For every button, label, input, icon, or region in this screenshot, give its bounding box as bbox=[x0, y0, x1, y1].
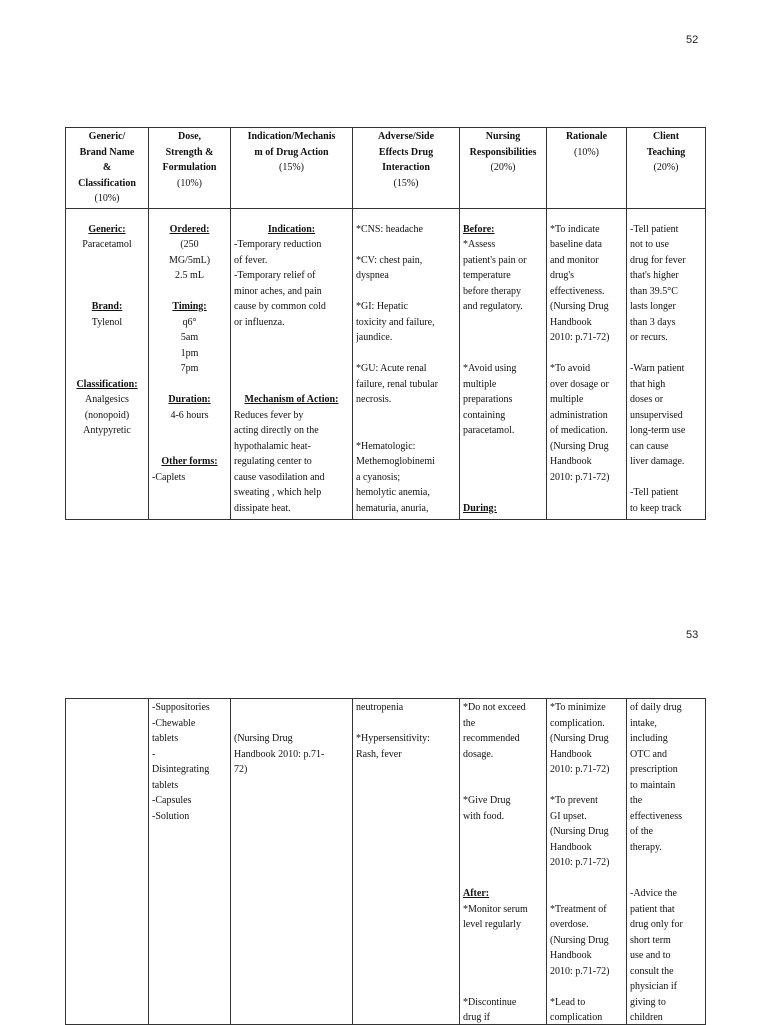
text-line: neutropenia bbox=[356, 702, 404, 713]
text-line: of fever. bbox=[234, 254, 268, 266]
text-line: Rash, fever bbox=[356, 748, 402, 760]
text-line: or influenza. bbox=[234, 316, 285, 328]
text-line: *Hypersensitivity: bbox=[356, 733, 430, 744]
text-line: *Avoid using bbox=[463, 363, 517, 374]
text-line: hypothalamic heat- bbox=[234, 440, 311, 452]
header-generic: Generic/ Brand Name & Classification (10%) bbox=[66, 128, 149, 209]
text-line: complication. bbox=[550, 717, 605, 729]
dose-forms bbox=[152, 700, 227, 824]
text-line: MG/5mL) bbox=[168, 254, 211, 266]
body-row bbox=[66, 208, 706, 519]
indication-cell bbox=[231, 208, 353, 519]
text-line: Methemoglobinemi bbox=[356, 456, 435, 467]
ordered-label: Ordered: bbox=[169, 223, 210, 235]
text-line: Nursing bbox=[485, 131, 521, 142]
text-line: over dosage or bbox=[550, 378, 609, 390]
teaching-cell-continued bbox=[627, 699, 706, 1025]
text-line: 2.5 mL bbox=[175, 270, 204, 281]
text-line: patient that bbox=[630, 903, 675, 915]
generic-cell bbox=[66, 208, 149, 519]
text-line: *GU: Acute renal bbox=[356, 363, 427, 374]
adverse-cv bbox=[356, 253, 456, 284]
text-line: Handbook bbox=[550, 316, 592, 328]
text-line: *Do not exceed bbox=[463, 702, 526, 713]
text-line: Classification bbox=[78, 177, 136, 189]
text-line: therapy. bbox=[630, 841, 662, 853]
text-line: recommended bbox=[463, 733, 520, 744]
adverse-gu bbox=[356, 361, 456, 408]
nursing-food bbox=[463, 793, 543, 824]
mechanism-text bbox=[234, 408, 349, 517]
text-line: Strength & bbox=[165, 146, 214, 158]
adverse-continued bbox=[356, 700, 456, 716]
text-line: patient's pain or bbox=[463, 254, 527, 266]
text-line: than 39.5°C bbox=[630, 285, 678, 297]
text-line: *GI: Hepatic bbox=[356, 301, 408, 312]
text-line: including bbox=[630, 733, 668, 744]
text-line: *To indicate bbox=[550, 223, 600, 235]
text-line: Handbook bbox=[550, 841, 592, 853]
text-line: *Treatment of bbox=[550, 903, 607, 915]
header-nursing: Nursing Responsibilities (20%) bbox=[460, 128, 547, 209]
text-line: *Give Drug bbox=[463, 795, 511, 806]
text-line: liver damage. bbox=[630, 456, 685, 467]
adverse-hematologic bbox=[356, 439, 456, 517]
nursing-discontinue bbox=[463, 995, 543, 1024]
text-line: *CV: chest pain, bbox=[356, 254, 423, 266]
timing-label: Timing: bbox=[172, 301, 207, 312]
text-line: and regulatory. bbox=[463, 301, 523, 312]
during-label: During: bbox=[463, 502, 497, 514]
ordered-values bbox=[152, 237, 227, 284]
text-line: administration bbox=[550, 409, 608, 421]
adverse-cell bbox=[353, 208, 460, 519]
text-line: (nonopoid) bbox=[84, 409, 130, 421]
text-line: baseline data bbox=[550, 239, 602, 250]
generic-value: Paracetamol bbox=[82, 239, 132, 250]
text-line: of daily drug bbox=[630, 702, 682, 713]
text-line: prescription bbox=[630, 764, 678, 775]
text-line: drug only for bbox=[630, 919, 683, 930]
text-line: multiple bbox=[550, 394, 584, 405]
text-line: dosage. bbox=[463, 748, 494, 760]
text-line: m of Drug Action bbox=[254, 146, 329, 158]
text-line: Formulation bbox=[162, 162, 217, 173]
text-line: of the bbox=[630, 826, 654, 837]
text-line: a cyanosis; bbox=[356, 471, 401, 483]
brand-value: Tylenol bbox=[91, 316, 123, 328]
text-line: 2010: p.71-72) bbox=[550, 965, 610, 977]
text-line: -Chewable bbox=[152, 717, 196, 729]
teaching-4 bbox=[630, 700, 702, 855]
teaching-cell bbox=[627, 208, 706, 519]
text-line: before therapy bbox=[463, 285, 522, 297]
text-line: dyspnea bbox=[356, 270, 389, 281]
text-line: with food. bbox=[463, 810, 505, 822]
before-label: Before: bbox=[463, 223, 495, 235]
text-line: 72) bbox=[234, 764, 248, 775]
text-line: Responsibilities bbox=[469, 146, 537, 158]
text-line: (Nursing Drug bbox=[550, 826, 609, 837]
text-line: cause vasodilation and bbox=[234, 471, 325, 483]
text-line: toxicity and failure, bbox=[356, 316, 435, 328]
header-adverse: Adverse/Side Effects Drug Interaction (15%) bbox=[353, 128, 460, 209]
text-line: to maintain bbox=[630, 779, 676, 791]
text-line: Teaching bbox=[646, 146, 686, 158]
text-line: hematuria, anuria, bbox=[356, 502, 429, 514]
text-line: preparations bbox=[463, 394, 513, 405]
text-line: that high bbox=[630, 378, 666, 390]
text-line: Handbook 2010: p.71- bbox=[234, 748, 325, 760]
duration-value: 4-6 hours bbox=[170, 409, 209, 421]
rationale-4 bbox=[550, 793, 623, 871]
text-line: containing bbox=[463, 409, 506, 421]
text-line: (Nursing Drug bbox=[234, 733, 293, 744]
text-line: intake, bbox=[630, 717, 657, 729]
indication-label: Indication: bbox=[267, 223, 316, 235]
text-line: or recurs. bbox=[630, 332, 668, 343]
text-line: Brand Name bbox=[79, 146, 135, 158]
text-line: *CNS: headache bbox=[356, 223, 423, 235]
rationale-3 bbox=[550, 700, 623, 778]
header-dose: Dose, Strength & Formulation (10%) bbox=[149, 128, 231, 209]
text-line: drug for fever bbox=[630, 254, 686, 266]
text-line: jaundice. bbox=[356, 332, 393, 343]
rationale-5 bbox=[550, 902, 623, 980]
brand-label: Brand: bbox=[91, 301, 123, 312]
rationale-cell bbox=[547, 208, 627, 519]
text-line: Antypyretic bbox=[83, 425, 131, 436]
other-forms-value: -Caplets bbox=[152, 471, 186, 483]
text-line: use and to bbox=[630, 950, 671, 961]
text-line: 5am bbox=[180, 332, 199, 343]
text-line: than 3 days bbox=[630, 316, 676, 328]
text-line: *Lead to bbox=[550, 996, 586, 1008]
text-line: -Temporary relief of bbox=[234, 270, 316, 281]
text-line: complication bbox=[550, 1012, 603, 1023]
mechanism-label: Mechanism of Action: bbox=[244, 394, 339, 405]
text-line: Generic/ bbox=[88, 131, 126, 142]
text-line: level regularly bbox=[463, 919, 522, 930]
text-line: Reduces fever by bbox=[234, 409, 304, 421]
text-line: OTC and bbox=[630, 748, 667, 760]
text-line: Effects Drug bbox=[378, 146, 434, 158]
text-line: short term bbox=[630, 934, 671, 946]
text-line: GI upset. bbox=[550, 810, 587, 822]
text-line: drug if bbox=[463, 1012, 490, 1023]
header-rationale: Rationale (10%) bbox=[547, 128, 627, 209]
text-line: consult the bbox=[630, 965, 674, 977]
text-line: Handbook bbox=[550, 456, 592, 467]
text-line: not to use bbox=[630, 239, 669, 250]
text-line: 2010: p.71-72) bbox=[550, 332, 610, 343]
text-line: (Nursing Drug bbox=[550, 733, 609, 744]
text-line: acting directly on the bbox=[234, 425, 319, 436]
text-line: -Temporary reduction bbox=[234, 239, 322, 250]
dose-cell bbox=[149, 208, 231, 519]
timing-values bbox=[152, 315, 227, 377]
text-line: children bbox=[630, 1012, 663, 1023]
drug-study-table-page-52 bbox=[65, 127, 706, 520]
adverse-cell-continued bbox=[353, 699, 460, 1025]
text-line: tablets bbox=[152, 779, 179, 791]
text-line: Handbook bbox=[550, 748, 592, 760]
other-forms-label: Other forms: bbox=[161, 456, 218, 467]
text-line: Rationale bbox=[565, 131, 608, 142]
text-line: multiple bbox=[463, 378, 497, 390]
text-line: q6° bbox=[182, 316, 197, 328]
rationale-1 bbox=[550, 222, 623, 346]
text-line: *To avoid bbox=[550, 363, 591, 374]
nursing-monitor bbox=[463, 902, 543, 933]
text-line: cause by common cold bbox=[234, 301, 326, 312]
text-line: *Monitor serum bbox=[463, 903, 528, 915]
page-number-52: 52 bbox=[686, 34, 699, 46]
text-line: *Discontinue bbox=[463, 996, 517, 1008]
after-label: After: bbox=[463, 888, 490, 899]
text-line: Adverse/Side bbox=[377, 131, 435, 142]
text-line: 2010: p.71-72) bbox=[550, 857, 610, 868]
text-line: - bbox=[152, 748, 156, 760]
drug-study-table-page-53 bbox=[65, 698, 706, 1025]
text-line: Handbook bbox=[550, 950, 592, 961]
text-line: tablets bbox=[152, 733, 179, 744]
indication-text bbox=[234, 237, 349, 330]
generic-label: Generic: bbox=[88, 223, 126, 235]
text-line: (Nursing Drug bbox=[550, 440, 609, 452]
continued-row bbox=[66, 699, 706, 1025]
teaching-1 bbox=[630, 222, 702, 346]
text-line: *To prevent bbox=[550, 795, 598, 806]
header-row bbox=[66, 128, 706, 209]
text-line: unsupervised bbox=[630, 409, 683, 421]
generic-cell-continued bbox=[66, 699, 149, 1025]
text-line: temperature bbox=[463, 270, 511, 281]
page-number-53: 53 bbox=[686, 629, 699, 641]
text-line: regulating center to bbox=[234, 456, 312, 467]
text-line: overdose. bbox=[550, 919, 589, 930]
text-line: *To minimize bbox=[550, 702, 606, 713]
dose-cell-continued bbox=[149, 699, 231, 1025]
text-line: -Tell patient bbox=[630, 223, 679, 235]
text-line: sweating , which help bbox=[234, 487, 322, 498]
text-line: the bbox=[463, 717, 476, 729]
rationale-6 bbox=[550, 995, 623, 1024]
text-line: effectiveness. bbox=[550, 285, 605, 297]
text-line: can cause bbox=[630, 440, 669, 452]
text-line: -Tell patient bbox=[630, 487, 679, 498]
text-line: drug's bbox=[550, 270, 575, 281]
text-line: Interaction bbox=[382, 162, 430, 173]
text-line: 7pm bbox=[180, 363, 199, 374]
classification-values bbox=[69, 392, 145, 439]
nursing-avoid bbox=[463, 361, 543, 439]
teaching-3 bbox=[630, 485, 702, 516]
text-line: 2010: p.71-72) bbox=[550, 764, 610, 775]
text-line: Analgesics bbox=[85, 394, 129, 405]
text-line: (Nursing Drug bbox=[550, 301, 609, 312]
nursing-cell-continued bbox=[460, 699, 547, 1025]
text-line: physician if bbox=[630, 981, 677, 992]
nursing-assess bbox=[463, 237, 543, 315]
nursing-exceed bbox=[463, 700, 543, 762]
text-line: -Warn patient bbox=[630, 363, 685, 374]
indication-cell-continued bbox=[231, 699, 353, 1025]
text-line: failure, renal tubular bbox=[356, 378, 438, 390]
text-line: -Solution bbox=[152, 810, 190, 822]
text-line: (Nursing Drug bbox=[550, 934, 609, 946]
adverse-hypersensitivity bbox=[356, 731, 456, 762]
text-line: and monitor bbox=[550, 254, 599, 266]
text-line: *Hematologic: bbox=[356, 440, 416, 452]
teaching-2 bbox=[630, 361, 702, 470]
text-line: lasts longer bbox=[630, 301, 676, 312]
text-line: that's higher bbox=[630, 270, 679, 281]
rationale-2 bbox=[550, 361, 623, 485]
text-line: Disintegrating bbox=[152, 764, 210, 775]
text-line: to keep track bbox=[630, 502, 682, 514]
indication-reference bbox=[234, 731, 349, 778]
text-line: (250 bbox=[180, 239, 199, 250]
duration-label: Duration: bbox=[168, 394, 211, 405]
text-line: & bbox=[102, 162, 112, 173]
text-line: Dose, bbox=[177, 131, 202, 142]
header-teaching: Client Teaching (20%) bbox=[627, 128, 706, 209]
text-line: -Advice the bbox=[630, 888, 677, 899]
adverse-gi bbox=[356, 299, 456, 346]
classification-label: Classification: bbox=[76, 378, 138, 390]
text-line: giving to bbox=[630, 996, 666, 1008]
header-indication: Indication/Mechanis m of Drug Action (15%) bbox=[231, 128, 353, 209]
teaching-5 bbox=[630, 886, 702, 1023]
text-line: effectiveness bbox=[630, 810, 683, 822]
text-line: dissipate heat. bbox=[234, 502, 291, 514]
adverse-cns bbox=[356, 222, 456, 238]
text-line: -Suppositories bbox=[152, 702, 210, 713]
text-line: minor aches, and pain bbox=[234, 285, 322, 297]
text-line: 1pm bbox=[180, 347, 199, 359]
text-line: Indication/Mechanis bbox=[247, 131, 336, 142]
text-line: long-term use bbox=[630, 425, 686, 436]
text-line: *Assess bbox=[463, 239, 496, 250]
rationale-cell-continued bbox=[547, 699, 627, 1025]
text-line: Client bbox=[652, 131, 680, 142]
text-line: -Capsules bbox=[152, 795, 192, 806]
text-line: necrosis. bbox=[356, 394, 392, 405]
text-line: 2010: p.71-72) bbox=[550, 471, 610, 483]
text-line: paracetamol. bbox=[463, 425, 515, 436]
text-line: of medication. bbox=[550, 425, 608, 436]
text-line: the bbox=[630, 795, 643, 806]
text-line: doses or bbox=[630, 394, 664, 405]
nursing-cell bbox=[460, 208, 547, 519]
text-line: hemolytic anemia, bbox=[356, 487, 430, 498]
